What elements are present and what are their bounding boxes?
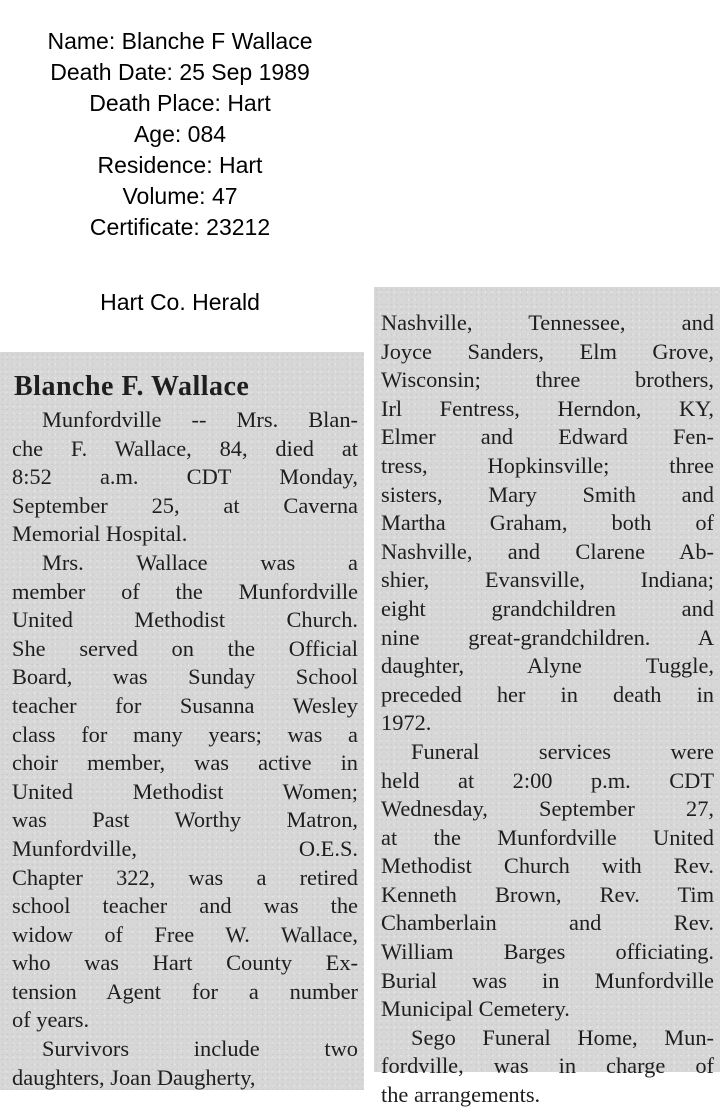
obituary-line: Survivors include two bbox=[42, 1036, 358, 1062]
obituary-line: United Methodist Women; bbox=[12, 778, 358, 804]
obituary-line: widow of Free W. Wallace, bbox=[12, 921, 358, 947]
obituary-line: who was Hart County Ex- bbox=[12, 950, 358, 976]
obituary-line: Joyce Sanders, Elm Grove, bbox=[381, 338, 714, 364]
obituary-column-right bbox=[381, 309, 714, 1110]
obituary-line: preceded her in death in bbox=[381, 681, 714, 707]
obituary-line: Sego Funeral Home, Mun- bbox=[411, 1024, 714, 1050]
obituary-line: teacher for Susanna Wesley bbox=[12, 692, 358, 718]
obituary-line: William Barges officiating. bbox=[381, 939, 714, 965]
obituary-line: daughter, Alyne Tuggle, bbox=[381, 653, 714, 679]
obituary-line: She served on the Official bbox=[12, 635, 358, 661]
obituary-line: Wisconsin; three brothers, bbox=[381, 367, 714, 393]
obituary-line: shier, Evansville, Indiana; bbox=[381, 567, 714, 593]
obituary-line: Mrs. Wallace was a bbox=[42, 549, 358, 575]
obituary-line: Municipal Cemetery. bbox=[381, 996, 570, 1022]
obituary-line: Nashville, and Clarene Ab- bbox=[381, 538, 714, 564]
obituary-line: held at 2:00 p.m. CDT bbox=[381, 767, 714, 793]
obituary-line: the arrangements. bbox=[381, 1082, 541, 1108]
obituary-line: sisters, Mary Smith and bbox=[381, 481, 714, 507]
record-volume: Volume: 47 bbox=[122, 183, 238, 209]
obituary-line: member of the Munfordville bbox=[12, 578, 358, 604]
obituary-line: Munfordville, O.E.S. bbox=[12, 835, 358, 861]
obituary-clipping-right bbox=[374, 287, 720, 1108]
newspaper-source: Hart Co. Herald bbox=[100, 289, 260, 315]
record-name: Name: Blanche F Wallace bbox=[47, 28, 313, 54]
obituary-line: daughters, Joan Daugherty, bbox=[12, 1064, 256, 1090]
obituary-line: fordville, was in charge of bbox=[381, 1053, 714, 1079]
record-age: Age: 084 bbox=[133, 121, 227, 147]
obituary-line: Chamberlain and Rev. bbox=[381, 910, 714, 936]
obituary-line: tress, Hopkinsville; three bbox=[381, 452, 714, 478]
obituary-line: Wednesday, September 27, bbox=[381, 796, 714, 822]
obituary-column-left bbox=[12, 406, 358, 1092]
obituary-line: school teacher and was the bbox=[12, 893, 358, 919]
obituary-line: was Past Worthy Matron, bbox=[12, 807, 358, 833]
obituary-clipping-left bbox=[0, 352, 364, 1090]
obituary-line: tension Agent for a number bbox=[12, 978, 358, 1004]
obituary-line: at the Munfordville United bbox=[381, 824, 714, 850]
record-residence: Residence: Hart bbox=[97, 152, 263, 178]
record-death-place: Death Place: Hart bbox=[89, 90, 271, 116]
obituary-line: Martha Graham, both of bbox=[381, 510, 714, 536]
record-death-date: Death Date: 25 Sep 1989 bbox=[50, 59, 310, 85]
obituary-line: che F. Wallace, 84, died at bbox=[12, 435, 358, 461]
obituary-line: Kenneth Brown, Rev. Tim bbox=[381, 881, 714, 907]
death-record-header bbox=[0, 26, 360, 243]
obituary-line: of years. bbox=[12, 1007, 90, 1033]
obituary-line: September 25, at Caverna bbox=[12, 492, 358, 518]
obituary-line: Munfordville -- Mrs. Blan- bbox=[42, 407, 358, 432]
obituary-line: Elmer and Edward Fen- bbox=[381, 424, 714, 450]
obituary-line: nine great-grandchildren. A bbox=[381, 624, 714, 650]
obituary-line: Burial was in Munfordville bbox=[381, 967, 714, 993]
obituary-line: eight grandchildren and bbox=[381, 595, 714, 621]
obituary-line: Memorial Hospital. bbox=[12, 521, 188, 547]
obituary-line: United Methodist Church. bbox=[12, 607, 358, 633]
obituary-line: Irl Fentress, Herndon, KY, bbox=[381, 395, 714, 421]
obituary-line: Funeral services were bbox=[411, 738, 714, 764]
obituary-line: choir member, was active in bbox=[12, 750, 358, 776]
obituary-headline: Blanche F. Wallace bbox=[14, 371, 250, 402]
obituary-line: 1972. bbox=[381, 710, 432, 736]
obituary-line: class for many years; was a bbox=[12, 721, 358, 747]
obituary-line: Chapter 322, was a retired bbox=[12, 864, 358, 890]
obituary-line: Methodist Church with Rev. bbox=[381, 853, 714, 879]
record-certificate: Certificate: 23212 bbox=[89, 214, 271, 240]
obituary-line: 8:52 a.m. CDT Monday, bbox=[12, 464, 358, 490]
obituary-line: Board, was Sunday School bbox=[12, 664, 358, 690]
obituary-line: Nashville, Tennessee, and bbox=[381, 310, 714, 335]
